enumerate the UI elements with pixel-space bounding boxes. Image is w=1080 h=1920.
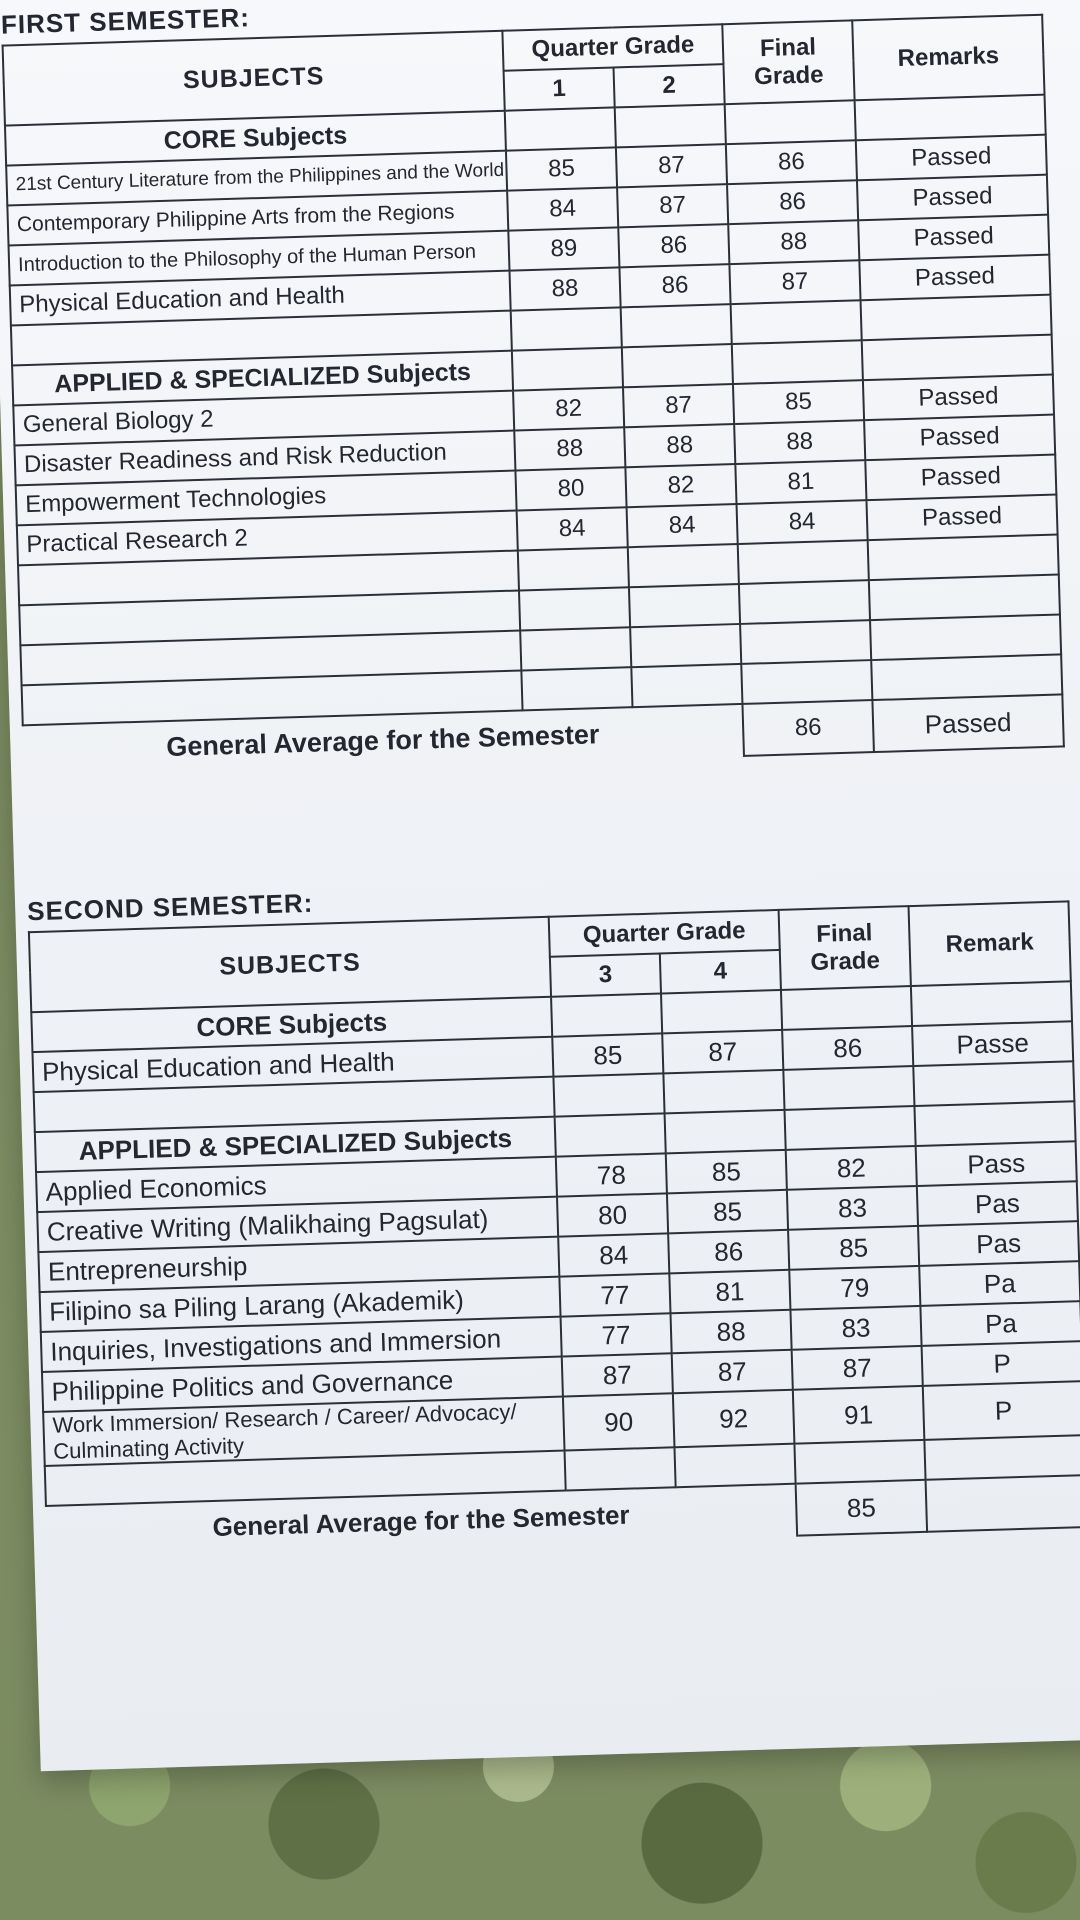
subject-name: Disaster Readiness and Risk Reduction	[14, 431, 515, 486]
general-average-label: General Average for the Semester	[23, 704, 744, 777]
quarter-1-grade: 88	[514, 427, 625, 470]
remarks-value: Pa	[919, 1261, 1080, 1306]
quarter-1-grade: 88	[509, 267, 620, 310]
subject-name: 21st Century Literature from the Philippines and the World	[6, 151, 507, 206]
remarks-value: Passed	[866, 495, 1057, 541]
quarter-2-grade: 84	[627, 504, 738, 547]
quarter-3-grade: 84	[558, 1233, 669, 1276]
quarter-3-grade: 77	[561, 1313, 672, 1356]
final-grade: 88	[734, 420, 865, 464]
remarks-header: Remark	[909, 901, 1071, 986]
quarter-1-grade: 89	[508, 227, 619, 270]
subjects-header: SUBJECTS	[29, 917, 551, 1012]
quarter-1-grade: 84	[507, 187, 618, 230]
general-average-value: 86	[742, 700, 873, 756]
quarter-3-grade: 78	[556, 1153, 667, 1196]
subject-name: Physical Education and Health	[10, 271, 511, 326]
subject-name: Physical Education and Health	[32, 1037, 553, 1092]
quarter-2-grade: 88	[624, 424, 735, 467]
final-grade: 81	[735, 460, 866, 504]
subjects-header: SUBJECTS	[3, 31, 505, 126]
quarter-1-grade: 84	[517, 507, 628, 550]
remarks-value: P	[922, 1341, 1080, 1386]
subject-name: Work Immersion/ Research / Career/ Advocacy/ Culminating Activity	[43, 1397, 564, 1466]
quarter-2-grade: 86	[619, 264, 730, 307]
quarter-4-grade: 81	[669, 1270, 790, 1314]
quarter-4-grade: 86	[668, 1230, 789, 1274]
final-grade: 85	[788, 1226, 919, 1270]
quarter-3-grade: 87	[562, 1353, 673, 1396]
quarter-3-grade: 77	[559, 1273, 670, 1316]
remarks-value: Passed	[863, 375, 1054, 421]
applied-subjects-label: APPLIED & SPECIALIZED Subjects	[35, 1117, 556, 1172]
final-grade: 87	[792, 1346, 923, 1390]
general-average-label: General Average for the Semester	[46, 1484, 797, 1558]
quarter-1-grade: 82	[513, 387, 624, 430]
remarks-value: Passed	[858, 215, 1049, 261]
general-average-remarks: Passed	[872, 694, 1063, 752]
remarks-value: P	[923, 1381, 1080, 1440]
subject-name: Creative Writing (Malikhaing Pagsulat)	[37, 1197, 558, 1252]
final-grade: 86	[726, 140, 857, 184]
quarter-4-grade: 87	[662, 1030, 783, 1074]
core-subjects-label: CORE Subjects	[5, 111, 506, 166]
subject-name: Filipino sa Piling Larang (Akademik)	[40, 1277, 561, 1332]
subject-name: Introduction to the Philosophy of the Human Person	[9, 231, 510, 286]
quarter-4-grade: 88	[670, 1310, 791, 1354]
final-grade: 91	[793, 1386, 925, 1444]
first-semester-title: FIRST SEMESTER:	[0, 2, 251, 40]
quarter-2-header: 2	[614, 64, 725, 107]
quarter-1-grade: 85	[506, 147, 617, 190]
remarks-value: Pas	[917, 1181, 1078, 1226]
final-grade: 83	[787, 1186, 918, 1230]
quarter-4-grade: 85	[666, 1150, 787, 1194]
quarter-grade-header: Quarter Grade	[549, 910, 780, 957]
quarter-4-grade: 87	[672, 1350, 793, 1394]
remarks-value: Passed	[864, 415, 1055, 461]
general-average-value: 85	[796, 1480, 927, 1536]
remarks-value: Passed	[856, 135, 1047, 181]
remarks-value: Passed	[859, 255, 1050, 301]
remarks-value: Passed	[865, 455, 1056, 501]
remarks-value: Passed	[857, 175, 1048, 221]
quarter-4-grade: 92	[673, 1390, 795, 1448]
subject-name: Practical Research 2	[17, 511, 518, 566]
subject-name: Philippine Politics and Governance	[42, 1357, 563, 1412]
final-grade: 82	[786, 1146, 917, 1190]
quarter-4-grade: 85	[667, 1190, 788, 1234]
first-semester-grades-table	[2, 14, 1065, 779]
second-semester-section	[27, 865, 1080, 1559]
subject-name: General Biology 2	[13, 391, 514, 446]
quarter-2-grade: 87	[617, 184, 728, 227]
quarter-grade-header: Quarter Grade	[502, 24, 723, 71]
quarter-3-grade: 90	[563, 1393, 675, 1450]
quarter-4-header: 4	[660, 950, 781, 994]
final-grade-header: Final Grade	[779, 906, 911, 990]
final-grade: 86	[727, 180, 858, 224]
remarks-value: Pa	[920, 1301, 1080, 1346]
quarter-2-grade: 87	[616, 144, 727, 187]
subject-name: Applied Economics	[36, 1157, 557, 1212]
final-grade: 85	[733, 380, 864, 424]
quarter-1-grade: 80	[515, 467, 626, 510]
second-semester-title: SECOND SEMESTER:	[26, 887, 314, 927]
final-grade: 87	[729, 260, 860, 304]
remarks-value: Pas	[918, 1221, 1079, 1266]
remarks-value: Pass	[916, 1141, 1077, 1186]
final-grade: 83	[790, 1306, 921, 1350]
applied-subjects-label: APPLIED & SPECIALIZED Subjects	[12, 351, 513, 406]
quarter-2-grade: 86	[618, 224, 729, 267]
quarter-3-grade: 85	[552, 1033, 663, 1076]
quarter-2-grade: 87	[623, 384, 734, 427]
second-semester-grades-table	[28, 900, 1080, 1559]
remarks-header: Remarks	[852, 15, 1044, 101]
remarks-value: Passe	[912, 1021, 1073, 1066]
quarter-3-header: 3	[550, 953, 661, 996]
subject-name: Inquiries, Investigations and Immersion	[41, 1317, 562, 1372]
quarter-3-grade: 80	[557, 1193, 668, 1236]
quarter-2-grade: 82	[625, 464, 736, 507]
final-grade-header: Final Grade	[722, 20, 854, 104]
quarter-1-header: 1	[504, 67, 615, 110]
final-grade: 86	[782, 1026, 913, 1070]
first-semester-section	[1, 0, 1063, 778]
subject-name: Entrepreneurship	[38, 1237, 559, 1292]
core-subjects-label: CORE Subjects	[31, 997, 552, 1052]
subject-name: Empowerment Technologies	[16, 471, 517, 526]
general-average-remarks-empty	[926, 1475, 1080, 1532]
final-grade: 79	[789, 1266, 920, 1310]
final-grade: 84	[737, 500, 868, 544]
final-grade: 88	[728, 220, 859, 264]
subject-name: Contemporary Philippine Arts from the Regions	[7, 191, 508, 246]
